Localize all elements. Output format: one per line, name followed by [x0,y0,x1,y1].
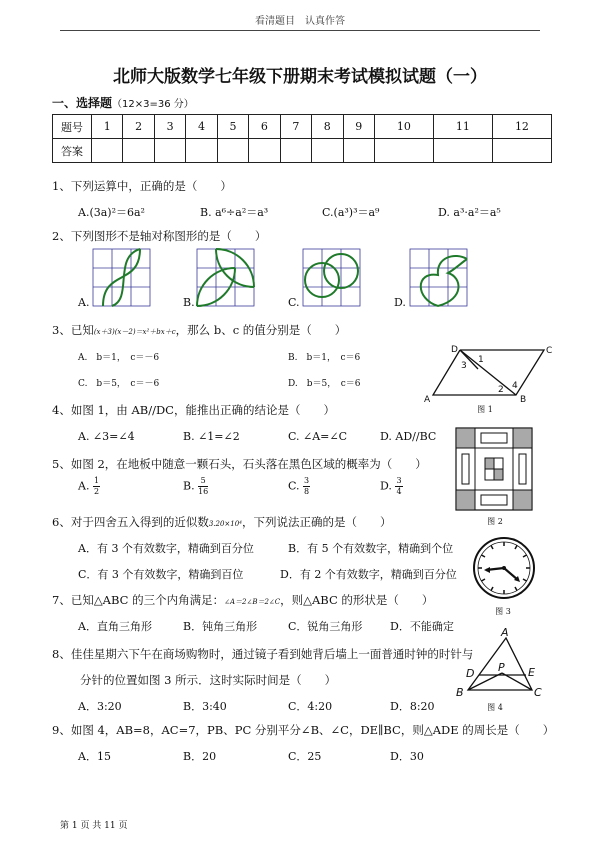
table-cell: 11 [433,115,492,139]
q7-stem-pre: 7、已知△ABC 的三个内角满足： [52,593,225,607]
q8-option-d: D．8:20 [390,700,435,713]
q6-option-c: C．有 3 个有效数字，精确到百位 [78,568,244,581]
table-cell: 2 [123,115,154,139]
q9-option-b: B．20 [183,750,217,763]
option-label: A. [78,479,90,493]
fig1-label-2: 2 [498,385,504,395]
q4-option-c: C. ∠A=∠C [288,430,348,443]
q3-stem-post: ，那么 b、c 的值分别是（ ） [175,323,347,337]
question-2-stem: 2、下列图形不是轴对称图形的是（ ） [52,229,267,243]
answer-cell[interactable] [374,139,433,163]
fraction [303,476,310,497]
page-footer: 第 1 页 共 11 页 [60,821,128,831]
answer-table [52,114,552,163]
table-row [53,139,552,163]
q5-option-d [380,476,403,497]
q9-option-d: D．30 [390,750,424,763]
fraction [198,476,208,497]
q6-stem-math: 3.20×10⁴ [208,520,242,528]
header-slogan: 看清题目 认真作答 [255,16,345,27]
section-title: 一、选择题 [52,96,113,110]
fig4-label-d: D [466,667,475,680]
q1-option-c: C.(a³)³＝a⁹ [322,206,380,219]
double-circle-shape [305,254,358,297]
q6-option-b: B．有 5 个有效数字，精确到个位 [288,542,454,555]
question-4-stem: 4、如图 1，由 AB//DC，能推出正确的结论是（ ） [52,403,335,417]
q6-stem-post: ，下列说法正确的是（ ） [242,515,392,529]
q3-option-a: A. b＝1， c＝－6 [78,353,160,363]
q2-figure-d [410,249,470,307]
fig4-label-c: C [534,686,542,699]
question-9-stem: 9、如图 4，AB=8，AC=7，PB、PC 分别平分∠B、∠C，DE∥BC，则△ADE 的周长是（ ） [52,723,555,737]
q3-option-d: D. b＝5， c＝6 [288,379,361,389]
parallelogram-lines [433,350,544,395]
q5-option-b [183,476,208,497]
q8-option-b: B．3:40 [183,700,227,713]
fraction [93,476,100,497]
q9-option-c: C．25 [288,750,322,763]
q2-option-c: C. [288,296,300,309]
table-cell: 5 [217,115,248,139]
denominator: 8 [304,487,310,496]
q7-stem-math: ∠A＝2∠B＝2∠C [224,598,281,606]
answer-cell[interactable] [280,139,311,163]
figure-1-caption: 图 1 [477,405,493,414]
fig4-label-p: P [498,661,505,674]
q7-option-a: A．直角三角形 [78,620,152,633]
clock-hands [486,568,518,580]
denominator: 16 [198,487,209,496]
question-3-stem [52,322,346,338]
answer-cell[interactable] [312,139,343,163]
fig4-label-b: B [456,686,464,699]
answer-cell[interactable] [186,139,217,163]
fig1-label-4: 4 [512,381,518,391]
option-label: D. [380,479,392,493]
answer-cell[interactable] [92,139,123,163]
row-label: 答案 [53,139,92,163]
arc-shape [197,249,254,306]
denominator: 2 [93,487,100,496]
q4-option-a: A. ∠3=∠4 [78,430,135,443]
figure-4-caption: 图 4 [487,703,503,712]
question-6-stem [52,514,392,530]
fig1-label-1: 1 [478,355,484,365]
header-rule [60,30,540,31]
numerator: 3 [396,476,402,485]
fig1-label-a: A [424,395,431,405]
q8-option-c: C．4:20 [288,700,333,713]
q5-option-c [288,476,310,497]
fig1-label-b: B [520,395,527,405]
q4-option-d: D. AD//BC [380,430,437,443]
table-cell: 7 [280,115,311,139]
question-1-stem: 1、下列运算中，正确的是（ ） [52,179,232,193]
figure-2-diagram [456,428,532,510]
figure-3-clock [472,536,536,600]
fig4-label-a: A [501,626,509,639]
q2-option-a: A. [78,296,90,309]
figure-2-caption: 图 2 [487,517,503,526]
option-label: C. [288,479,300,493]
fraction [395,476,402,497]
table-cell: 4 [186,115,217,139]
numerator: 1 [93,476,100,485]
q7-option-c: C．锐角三角形 [288,620,363,633]
q1-option-a: A.(3a)²＝6a² [78,206,145,219]
q7-option-b: B．钝角三角形 [183,620,258,633]
q9-option-a: A．15 [78,750,111,763]
answer-cell[interactable] [249,139,280,163]
q4-option-b: B. ∠1=∠2 [183,430,240,443]
table-row [53,115,552,139]
answer-cell[interactable] [123,139,154,163]
heart-shape [421,256,467,306]
table-cell: 12 [492,115,551,139]
question-8-line-1: 8、佳佳星期六下午在商场购物时，通过镜子看到她背后墙上一面普通时钟的时针与 [52,647,474,661]
q1-option-b: B. a⁶÷a²＝a³ [200,206,269,219]
fig4-label-e: E [528,666,535,679]
q7-stem-post: ，则△ABC 的形状是（ ） [280,593,434,607]
numerator: 3 [304,476,310,485]
q3-option-b: B. b＝1， c＝6 [288,353,361,363]
grid-lines [197,249,254,306]
s-curve-shape [103,249,140,306]
figure-3-caption: 图 3 [495,607,511,616]
answer-cell[interactable] [343,139,374,163]
table-cell: 1 [92,115,123,139]
question-8-line-2: 分针的位置如图 3 所示．这时实际时间是（ ） [80,673,337,687]
option-label: B. [183,479,195,493]
q6-option-a: A．有 3 个有效数字，精确到百分位 [78,542,254,555]
question-7-stem [52,592,433,608]
row-label: 题号 [53,115,92,139]
denominator: 4 [396,487,402,496]
fig1-label-3: 3 [461,361,467,371]
q2-option-d: D. [394,296,406,309]
q1-option-d: D. a³·a²＝a⁵ [438,206,501,219]
q3-stem-pre: 3、已知 [52,323,94,337]
q2-figure-c [303,249,363,307]
q3-stem-math: (x＋3)(x－2)＝x²＋bx＋c [93,328,176,336]
q8-option-a: A．3:20 [78,700,122,713]
table-cell: 3 [154,115,185,139]
table-cell: 10 [374,115,433,139]
table-cell: 9 [343,115,374,139]
answer-cell[interactable] [217,139,248,163]
grid-lines [410,249,467,306]
q6-stem-pre: 6、对于四舍五入得到的近似数 [52,515,209,529]
q6-option-d: D．有 2 个有效数字，精确到百分位 [280,568,457,581]
table-cell: 8 [312,115,343,139]
answer-cell[interactable] [154,139,185,163]
answer-cell[interactable] [433,139,492,163]
numerator: 5 [198,476,208,487]
q7-option-d: D．不能确定 [390,620,454,633]
page-title: 北师大版数学七年级下册期末考试模拟试题（一） [113,67,487,87]
q2-figure-a [93,249,153,307]
figure-4-diagram [456,628,546,706]
q3-option-c: C. b＝5， c＝－6 [78,379,160,389]
q2-option-b: B. [183,296,195,309]
fig1-label-d: D [451,345,458,355]
q2-figure-b [197,249,257,307]
question-5-stem: 5、如图 2，在地板中随意一颗石头，石头落在黑色区域的概率为（ ） [52,457,427,471]
fig1-label-c: C [546,346,553,356]
answer-cell[interactable] [492,139,551,163]
table-cell: 6 [249,115,280,139]
section-heading [52,94,194,111]
section-points: （12×3=36 分） [112,99,194,110]
q5-option-a [78,476,100,497]
